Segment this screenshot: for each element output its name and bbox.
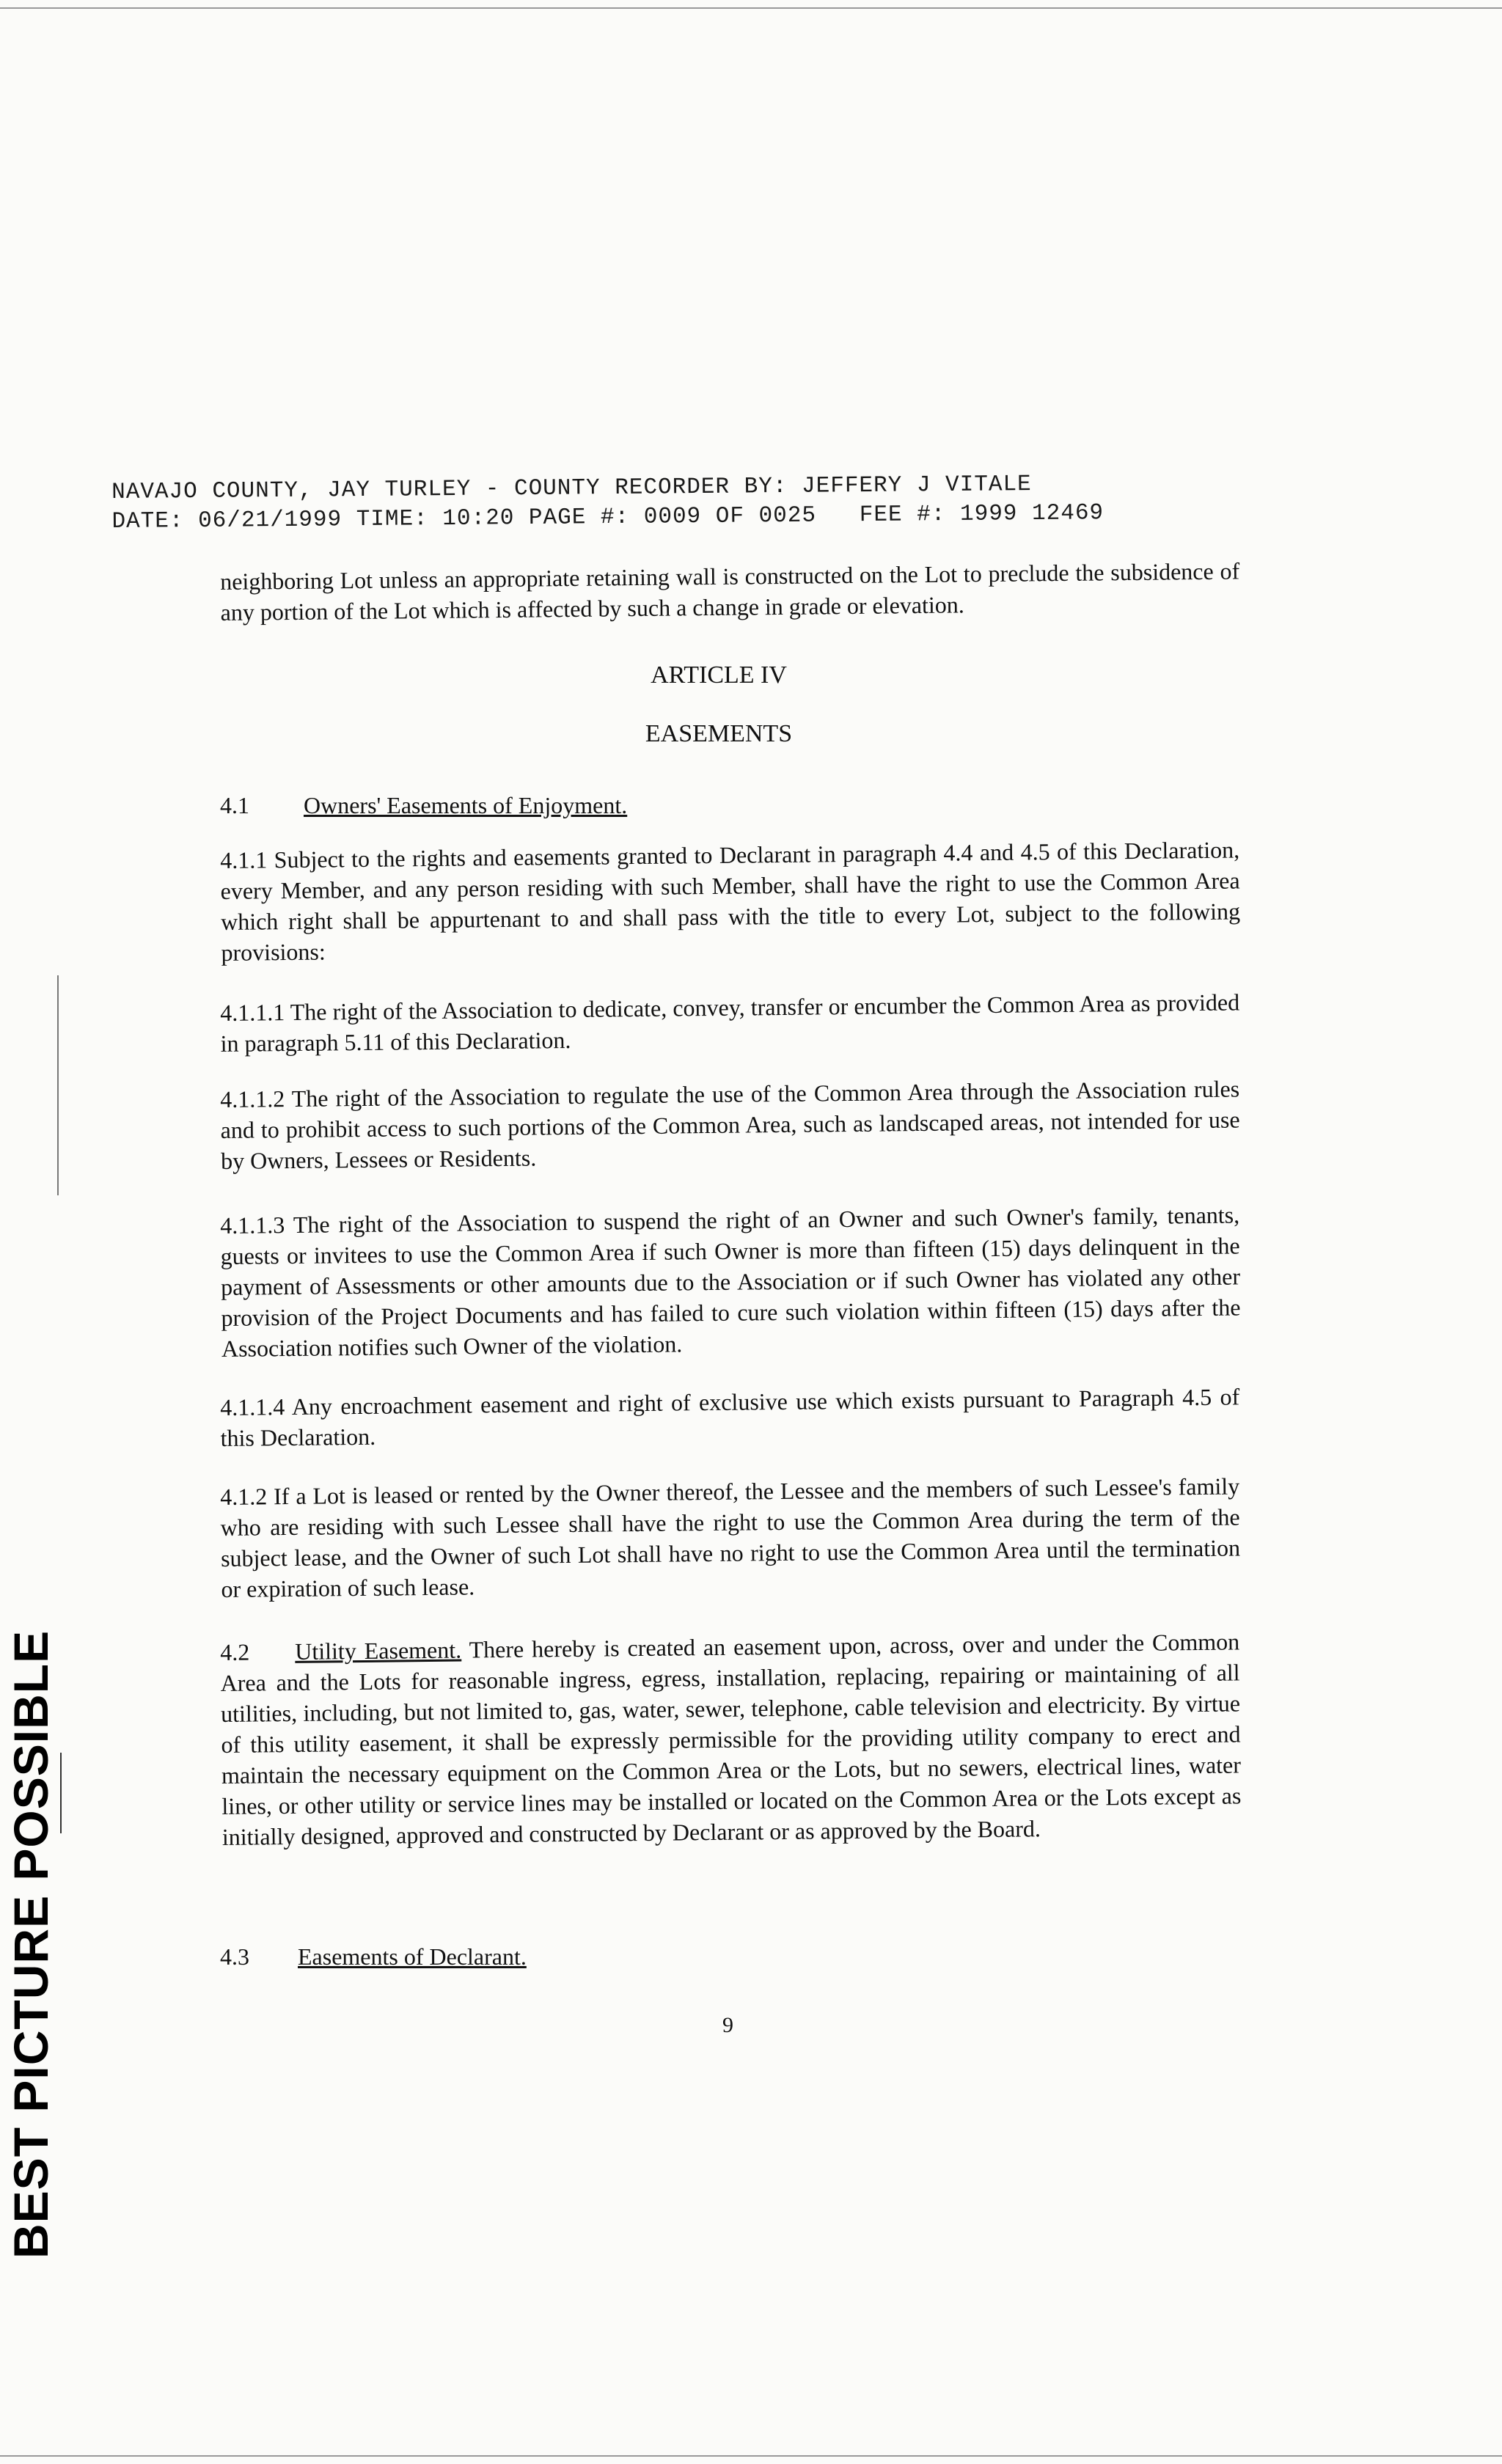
side-stamp: BEST PICTURE POSSIBLE [4,1629,58,2259]
page-number: 9 [722,2013,733,2037]
intro-paragraph: neighboring Lot unless an appropriate retaining wall is constructed on the Lot to preclude the subsidence of any portion of the Lot which is affected by such a change in grade or elevation. [220,557,1240,626]
section-title: Easements of Declarant. [298,1943,527,1970]
section-title: Utility Easement. [295,1636,462,1665]
section-number: 4.3 [220,1943,249,1970]
bottom-scan-edge [0,2455,1502,2457]
top-scan-edge [0,7,1502,9]
paragraph-4-1-1: 4.1.1 Subject to the rights and easements granted to Declarant in paragraph 4.4 and 4.5 of this Declaration, every Member, and any person residing with such Member, shall have the right to use the Common Area which right shall be appurtenant to and shall pass with the title to every Lot, subject to the following provisions: [220,836,1241,966]
paragraph-4-1-2: 4.1.2 If a Lot is leased or rented by the Owner thereof, the Lessee and the members of such Lessee's family who are residing with such Lessee shall have the right to use the Common Area during the term of the subject lease, and the Owner of such Lot shall have no right to use the Common Area until the termination or expiration of such lease. [220,1473,1241,1602]
recorder-line-2: DATE: 06/21/1999 TIME: 10:20 PAGE #: 0009 OF 0025 FEE #: 1999 12469 [111,500,1104,535]
recorder-header [111,469,1212,537]
paragraph-4-1-1-3: 4.1.1.3 The right of the Association to suspend the right of an Owner and such Owner's family, tenants, guests or invitees to use the Common Area if such Owner is more than fifteen (15) days delinquent in the payment of Assessments or other amounts due to the Association or if such Owner has violated any other provision of the Project Documents and has failed to cure such violation within fifteen (15) days after the Association notifies such Owner of the violation. [220,1201,1241,1362]
section-number: 4.2 [220,1638,250,1665]
paragraph-4-1-1-4: 4.1.1.4 Any encroachment easement and right of exclusive use which exists pursuant to Paragraph 4.5 of this Declaration. [220,1383,1240,1451]
article-title: EASEMENTS [645,720,793,747]
paragraph-4-1-1-1: 4.1.1.1 The right of the Association to dedicate, convey, transfer or encumber the Common Area as provided in paragraph 5.11 of this Declaration. [220,989,1240,1057]
recorder-line-1: NAVAJO COUNTY, JAY TURLEY - COUNTY RECORDER BY: JEFFERY J VITALE [111,472,1032,505]
article-number: ARTICLE IV [651,661,787,689]
section-text: There hereby is created an easement upon, across, over and under the Common Area and the Lots for reasonable ingress, egress, installation, replacing, repairing or maintaining of all utilities, including, but not limited to, gas, water, sewer, telephone, cable television and electricity. By virtue of this utility easement, it shall be expressly permissible for the providing utility company to erect and maintain the necessary equipment on the Common Area or the Lots, but no sewers, electrical lines, water lines, or other utility or service lines may be installed or located on the Common Area or the Lots except as initially designed, approved and constructed by Declarant or as approved by the Board. [220,1628,1242,1850]
section-4-2 [220,1626,1242,1852]
left-scan-mark [57,975,59,1195]
section-number: 4.1 [220,792,249,818]
section-title: Owners' Easements of Enjoyment. [304,792,628,818]
section-4-1-heading [220,792,627,819]
paragraph-4-1-1-2: 4.1.1.2 The right of the Association to regulate the use of the Common Area through the Association rules and to prohibit access to such portions of the Common Area, such as landscaped areas, not intended for use by Owners, Lessees or Residents. [220,1075,1240,1174]
left-bracket-mark [60,1753,62,1833]
section-4-3-heading [220,1943,527,1970]
